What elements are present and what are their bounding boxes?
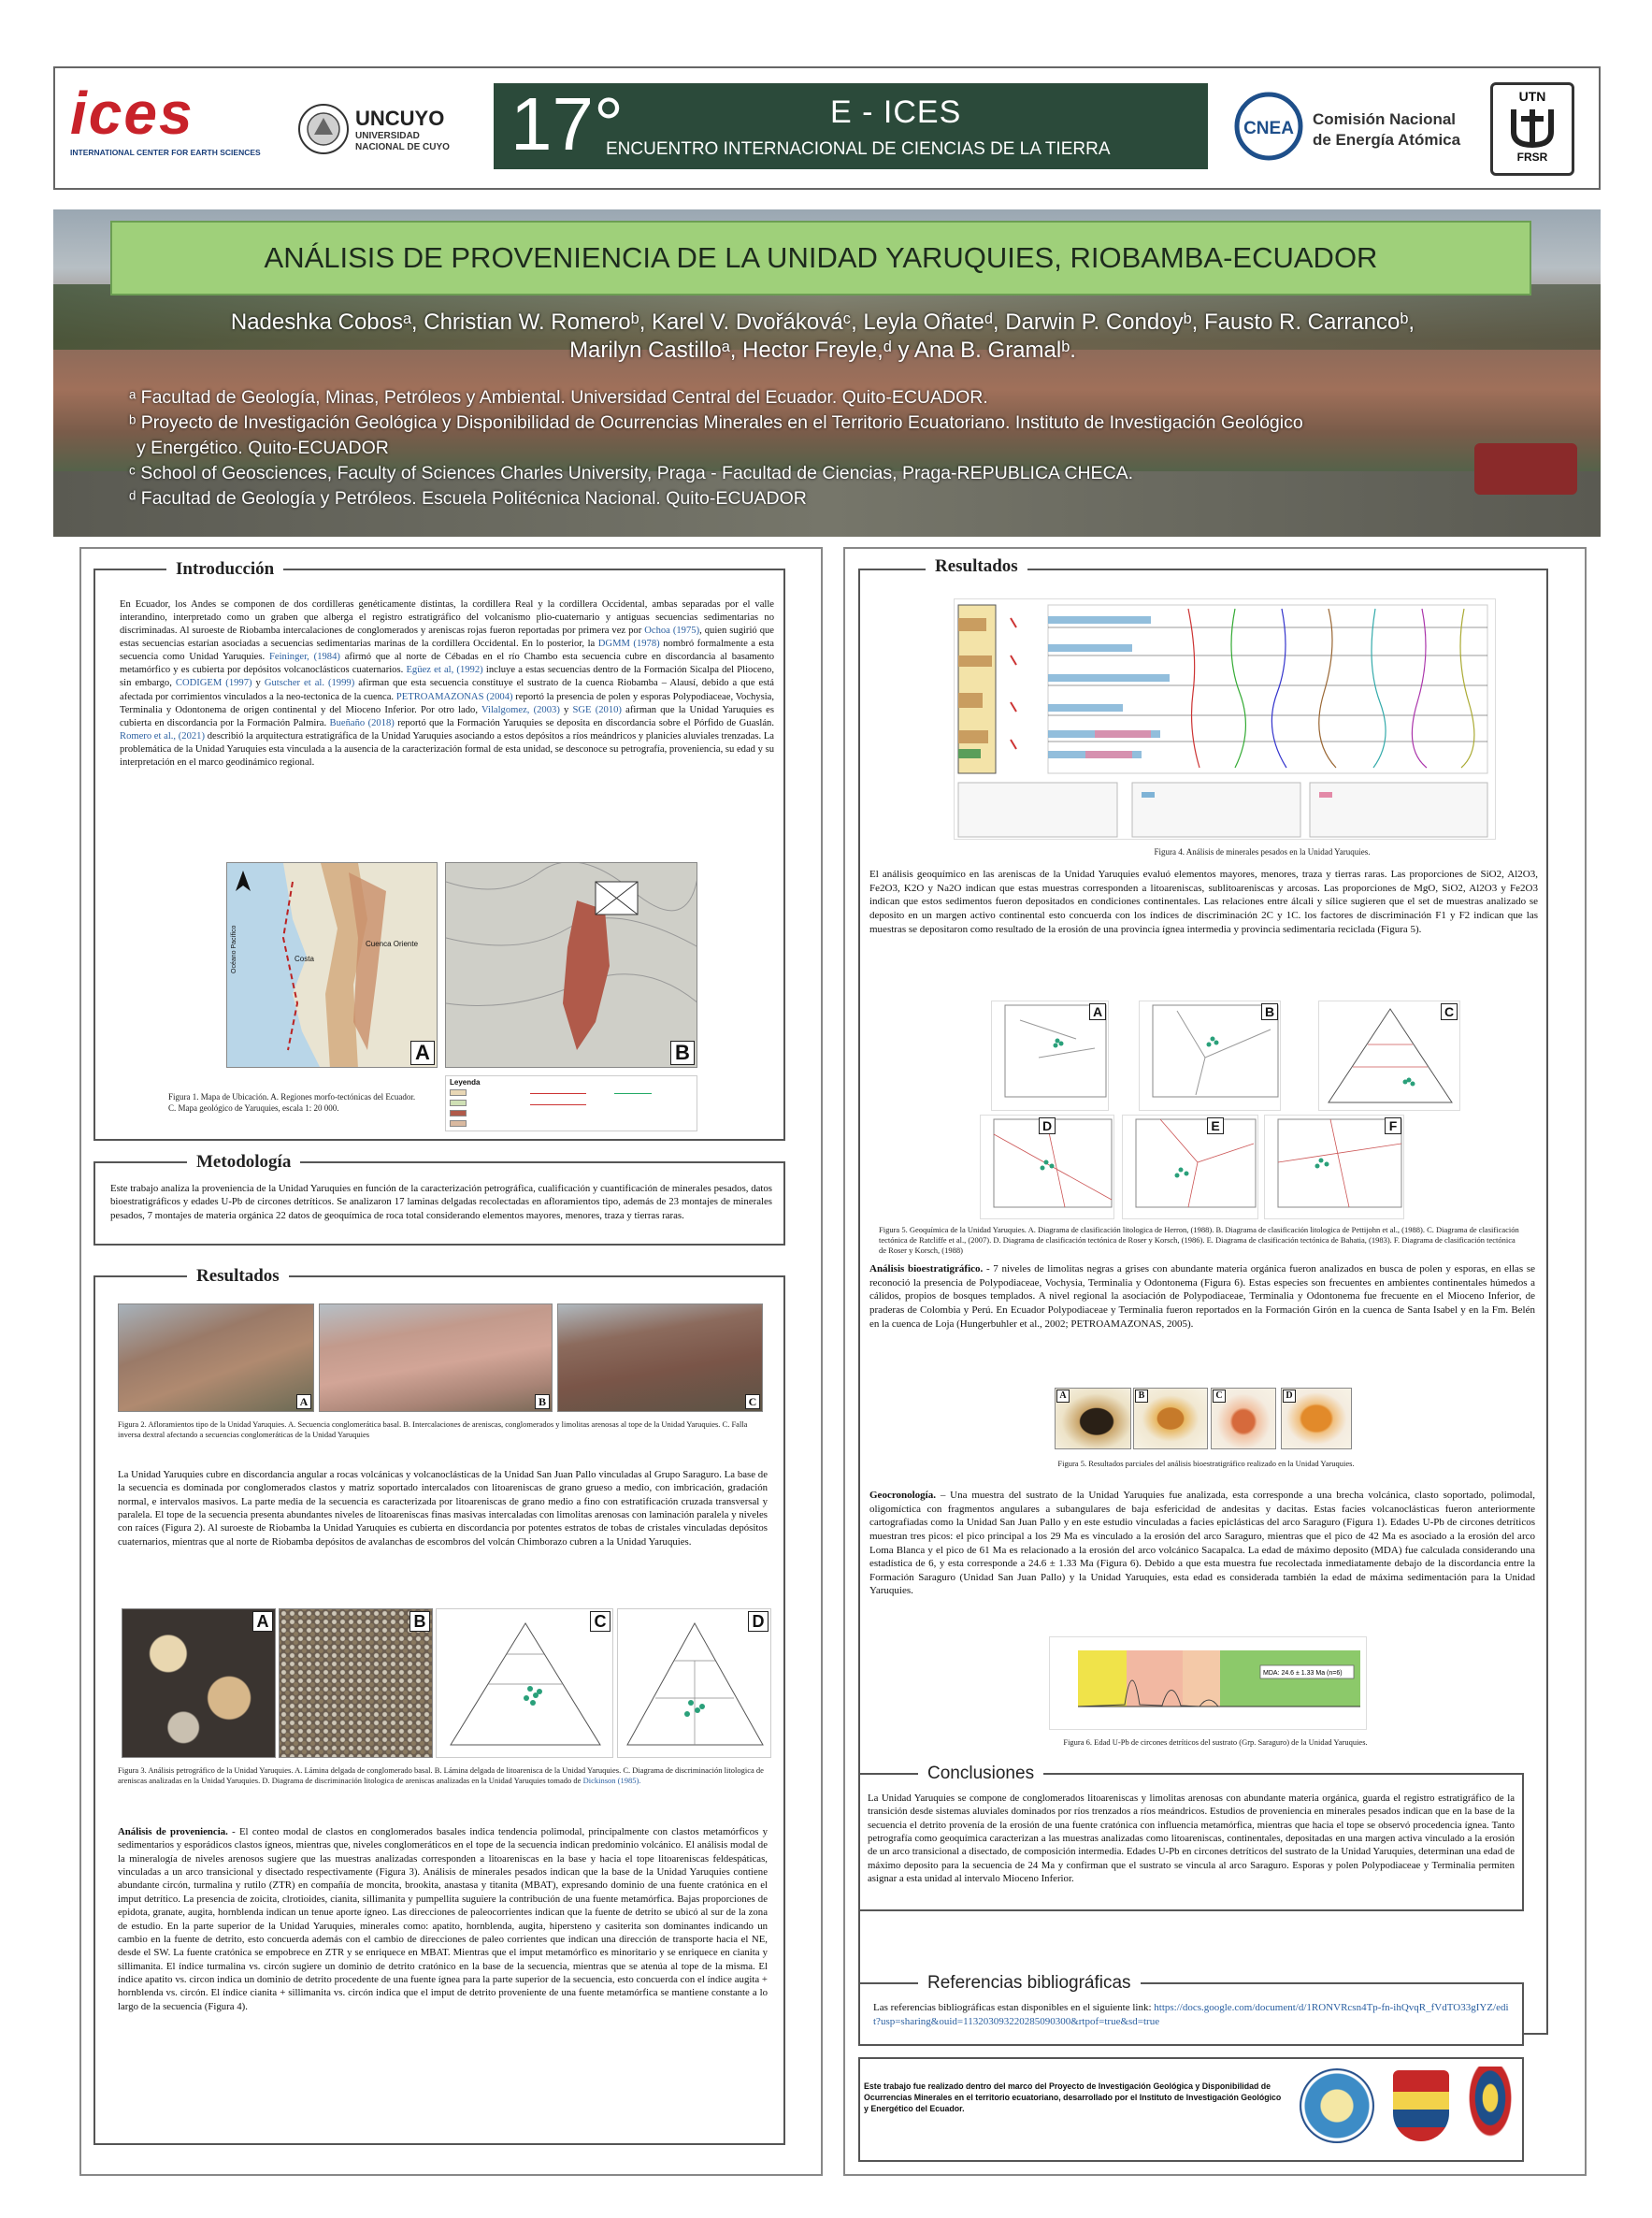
ices-logo-text: ices (70, 79, 194, 147)
pollen-image-c (1211, 1388, 1276, 1449)
figure-5-panel-b (1139, 1001, 1281, 1111)
ices-logo-subtitle: INTERNATIONAL CENTER FOR EARTH SCIENCES (70, 148, 261, 157)
authors-line-1: Nadeshka Cobosᵃ, Christian W. Romeroᵇ, Karel V. Dvořákováᶜ, Leyla Oñateᵈ, Darwin P. Condoyᵇ, Fausto R. Carrancoᵇ, (230, 310, 1415, 335)
utn-bottom-text: FRSR (1516, 151, 1548, 164)
pollen-a-label: A (1056, 1390, 1070, 1403)
event-banner (494, 83, 1208, 169)
ref-petroamazonas[interactable]: PETROAMAZONAS (2004) (395, 691, 513, 702)
pollen-image-b (1133, 1388, 1208, 1449)
ref-gutscher[interactable]: Gutscher et al. (1999) (264, 678, 355, 689)
map-a-costa-label: Costa (294, 955, 314, 963)
authors (93, 309, 1552, 365)
footer-seal-3 (1464, 2067, 1516, 2145)
ternary-d-label: D (748, 1611, 769, 1632)
thin-section-a-label: A (252, 1611, 273, 1632)
mineral-plot-area (1048, 605, 1487, 773)
geochemistry-text: El análisis geoquímico en las areniscas de la Unidad Yaruquies evaluó elementos mayores, menores, traza y tierras raras. Las proporciones de SiO2, Al2O3, Fe2O3, K2O y Na2O indican que estas muestras corresponden a litoareniscas, sublitoareniscas y arcosas. Las proporciones de MgO, SiO2, Al2O3 y Fe2O3 indican que estos sedimentos fueron depositados en condiciones continentales. Las relaciones entre álcali y sílice sugieren que el set de muestras analizado se deposito en un margen activo continental esto concuerda con los índices de discriminación 2C y 1C. los factores de discriminación F1 y F2 indican que las muestras se depositaron como resultado de la erosión de una provincia ígnea intermedia y provincia sedimentaria reciclada (Figura 5). (869, 869, 1538, 935)
figure-4-caption: Figura 4. Análisis de minerales pesados en la Unidad Yaruquies. (1154, 847, 1371, 857)
photo-c-label: C (745, 1394, 760, 1409)
cnea-name-2: de Energía Atómica (1313, 131, 1461, 149)
figure-5-panel-d (980, 1115, 1114, 1219)
map-b-label: B (670, 1041, 695, 1065)
resultados-left-heading: Resultados (187, 1266, 289, 1287)
ref-ochoa[interactable]: Ochoa (1975) (644, 626, 700, 637)
pollen-c-label: C (1213, 1390, 1226, 1403)
figure-6-age-plot (1049, 1636, 1367, 1730)
pollen-image-a (1055, 1388, 1131, 1449)
event-subtitle: ENCUENTRO INTERNACIONAL DE CIENCIAS DE LA TIERRA (606, 139, 1111, 159)
svg-text:CNEA: CNEA (1243, 119, 1294, 138)
panel-d-label: D (1039, 1117, 1056, 1134)
uncuyo-emblem-icon (297, 103, 350, 155)
figure-1-caption: Figura 1. Mapa de Ubicación. A. Regiones morfo-tectónicas del Ecuador. C. Mapa geológico de Yaruquies, escala 1: 20 000. (168, 1092, 416, 1113)
figure-4-legend (958, 783, 1487, 837)
footer-seal-1 (1300, 2068, 1374, 2143)
figure-1-map-a (226, 862, 438, 1068)
provenance-title: Análisis de proveniencia. (118, 1826, 228, 1837)
panel-f-label: F (1385, 1117, 1401, 1134)
event-edition: 17° (510, 82, 624, 166)
footer-seal-2 (1393, 2070, 1449, 2141)
intro-p2: , quien sugirió que estas secuencias estarían asociadas a secuencias sedimentarias marinas de la cordillera Occidental. En lo posterior, la (120, 626, 774, 650)
figure-4-heavy-minerals (954, 598, 1496, 840)
ref-sge[interactable]: SGE (2010) (572, 704, 622, 715)
figure-3-caption-text: Figura 3. Análisis petrográfico de la Unidad Yaruquies. A. Lámina delgada de conglomerado basal. B. Lámina delgada de litoarenisca de la Unidad Yaruquies. C. Diagrama de discriminación litologica de areniscas analizadas en la Unidad Yaruquies. D. Diagrama de discriminación litologica de areniscas analizadas en la Unidad Yaruquies tomado de (118, 1765, 764, 1786)
ref-buenano[interactable]: Bueñaño (2018) (329, 717, 395, 728)
north-arrow-icon (235, 871, 251, 893)
cnea-emblem-icon (1234, 92, 1303, 161)
figure-1-map-b (445, 862, 697, 1068)
intro-p8: reportó la presencia de polen y esporas Polypodiaceae, Vochysia, Terminalia y Odontonema de origen continental y del Mioceno Inferior. Por otro lado, (120, 691, 774, 715)
utn-top-text: UTN (1518, 89, 1546, 104)
referencias-link[interactable]: https://docs.google.com/document/d/1RONVRcsn4Tp-fn-ihQvqR_fVdTO33gIYZ/edit?usp=sharing&ouid=113203093220285090300&rtpof=true&sd=true (873, 2002, 1509, 2027)
utn-emblem-icon (1493, 104, 1572, 151)
photo-a-label: A (296, 1394, 311, 1409)
figure-5-panel-c (1318, 1001, 1460, 1111)
provenance-text: - El conteo modal de clastos en conglomerados basales indica tendencia polimodal, principalmente con clastos metamórficos y sedimentarios y esporádicos clastos ígneos, mientras que, niveles conglomeráticos en el tope de la secuencia indican predominio volcánico. El análisis modal de la mineralogía de niveles arenosos sugiere que las muestras analizadas corresponden a litoareniscas en la base y hacia el tope litoareniscas feldespáticas, vinculadas a un arco transicional y disectado respectivamente (Figura 3). Análisis de minerales pesados indican que la base de la Unidad Yaruquies contiene abundante circón, turmalina y rutilo (ZTR) en compañía de moncita, brookita, anastasa y titanita (MBAT), expresando dominio de una fuente cratónica en el imput detrítico. La presencia de zoicita, clrotioides, cianita, sillimanita y pumpellita suguiere la contribución de una fuente metamórfica. Bajas proporciones de epidota, granate, augita, hornblenda indican un tenue aporte ígneo. Las direcciones de paleocorrientes indican que la fuente de detrito se ubicó al sur de la zona de estudio. En la parte superior de la Unidad Yaruquies, minerales como: apatito, hornblenda, augita, hipersteno y casiterita son dominantes indicando un cambio en la fuente de detrito, esto concuerda además con el cambio de direcciones de paleo corrientes que indican una dirección de transporte hacia el NE, desde el SW. La fuente cratónica se empobrece en ZTR y se enriquece en MBAT. Mientras que el imput metamórfico es minoritario y se enriquece en cianita y sillimanita. El índice turmalina vs. circón sugiere un dominio de detrito cratónico en la base de la secuencia, mientras que se atenúa al tope de la misma. El índice apatito vs. circon indica un dominio de detrito procedente de una fuente ígnea para la parte superior de la secuencia, esto concuerda con el índice augita + hornblenda vs. circón. El índice cianita + sillimanita vs. circón indica que el imput de detrito proveniente de una fuente metamórfica se mantiene constante a lo largo de la secuencia (Figura 4). (118, 1826, 768, 2012)
affiliation-c: ᶜ School of Geosciences, Faculty of Sciences Charles University, Praga - Facultad de Ciencias, Praga-REPUBLICA CHECA. (129, 463, 1134, 483)
intro-p4: afirmó que al norte de Cébadas en el río Chambo esta secuencia cubre en discordancia al basamento metamórfico y es cubierta por depósitos volcanoclásticos cuaternarios. (120, 652, 775, 676)
svg-text:MDA: 24.6 ± 1.33 Ma (n=6): MDA: 24.6 ± 1.33 Ma (n=6) (1263, 1670, 1343, 1677)
ref-codigem[interactable]: CODIGEM (1997) (175, 678, 252, 689)
pollen-image-d (1281, 1388, 1352, 1449)
figure-6-caption: Figura 6. Edad U-Pb de circones detríticos del sustrato (Grp. Saraguro) de la Unidad Yaruquies. (1063, 1737, 1368, 1747)
map-a-label: A (410, 1041, 435, 1065)
utn-logo (1490, 82, 1574, 176)
figure-5b-caption: Figura 5. Resultados parciales del análisis bioestratigráfico realizado en la Unidad Yaruquies. (1057, 1459, 1355, 1468)
uncuyo-name: UNCUYO (355, 107, 445, 130)
map-a-ocean-label: Océano Pacífico (231, 925, 237, 973)
intro-p1: En Ecuador, los Andes se componen de dos cordilleras genéticamente distintas, la cordillera Real y la cordillera Occidental, ambas separadas por el valle interandino, interpretado como un graben que alberga el registro estratigráfico del volcanismo plio-cuaternario y antiguas secuencias sedimentarias no discriminadas. Al suroeste de Riobamba intercalaciones de conglomerados y areniscas rojas fueron reportadas por primera vez por (120, 599, 774, 637)
legend-title: Leyenda (450, 1078, 481, 1087)
figure-3-thin-section-b (279, 1608, 433, 1758)
metodologia-text: Este trabajo analiza la proveniencia de la Unidad Yaruquies en función de la caracterización petrográfica, cualificación y cuantificación de minerales pesados, datos bioestratigráficos y edades U-Pb de circones detríticos. Se analizaron 17 laminas delgadas recolectadas en afloramientos tipo, además de 23 montajes de minerales pesados, 7 montajes de materia orgánica 22 datos de geoquímica de roca total considerando elementos mayores, menores, traza y tierras raras. (110, 1183, 772, 1221)
outcrop-description: La Unidad Yaruquies cubre en discordancia angular a rocas volcánicas y volcanoclásticas de la Unidad San Juan Pallo vinculadas al Grupo Saraguro. La base de la secuencia es dominada por conglomerados clastos y matriz soportado intercalados con litoareniscas de grano grueso a medio, con imbricación, gradación normal, e intervalos masivos. La parte media de la secuencia es caracterizada por litoareniscas de grano medio a fino con estratificación cruzada transversal y paralela. El tope de la secuencia presenta abundantes niveles de litoareniscas finas masivas intercaladas con limolitas arenosas con laminación paralela y niveles con raíces (Figura 2). Al suroeste de Riobamba la Unidad Yaruquies es cubierta en discordancia por potentes estratos de tobas de cristales vinculadas depósitos cuaternarios, mientras que al norte de Riobamba depósitos de avalanchas de escombros del volcán Chimborazo cubren a la Unidad Yaruquies. (118, 1469, 768, 1548)
conclusiones-heading: Conclusiones (918, 1764, 1043, 1784)
referencias-heading: Referencias bibliográficas (918, 1973, 1141, 1994)
ternary-c-graphic (437, 1609, 613, 1758)
intro-p12: describió la arquitectura estratigráfica de la Unidad Yaruquies asociando a estos depósitos a ríos meándricos y planicies aluviales trenzadas. La problemática de la Unidad Yaruquies esta vinculada a la ausencia de la caracterización formal de esta unidad, se desconoce su petrografía, proveniencia, su edad y su interpretación en el marco geodinámico regional. (120, 730, 775, 768)
map-a-oriente-label: Cuenca Oriente (366, 940, 419, 948)
figure-3-ternary-c (436, 1608, 613, 1758)
figure-5-caption: Figura 5. Geoquímica de la Unidad Yaruquies. A. Diagrama de clasificación litologica de Herron, (1988). B. Diagrama de clasificación litologica de Pettijohn et al., (1988). C. Diagrama de clasificación tectónica de Ratcliffe et al., (2007). D. Diagrama de clasificación tectónica de Roser y Korsch, (1986). E. Diagrama de clasificación tectónica de Bahatia, (1983). F. Diagrama de clasificación tectónica de Roser y Korsch, (1988) (879, 1225, 1519, 1256)
referencias-text (873, 2001, 1513, 2028)
thin-section-b-label: B (409, 1611, 430, 1632)
ref-dickinson[interactable]: Dickinson (1985). (582, 1776, 641, 1786)
affiliation-b2: y Energético. Quito-ECUADOR (136, 438, 389, 458)
figure-3-thin-section-a (122, 1608, 276, 1758)
affiliation-d: ᵈ Facultad de Geología y Petróleos. Escuela Politécnica Nacional. Quito-ECUADOR (129, 488, 807, 509)
cnea-name-1: Comisión Nacional (1313, 110, 1457, 128)
intro-text (120, 598, 774, 770)
affiliation-a: ᵃ Facultad de Geología, Minas, Petróleos y Ambiental. Universidad Central del Ecuador. Quito-ECUADOR. (129, 387, 988, 408)
intro-p9: y (559, 704, 573, 715)
biostratigraphy-title: Análisis bioestratigráfico. (869, 1263, 984, 1275)
resultados-right-heading: Resultados (926, 556, 1027, 577)
figure-2-photo-c (557, 1303, 763, 1412)
pollen-b-label: B (1135, 1390, 1148, 1403)
panel-c-label: C (1441, 1003, 1458, 1020)
ices-logo (70, 79, 280, 176)
provenance-analysis (118, 1825, 768, 2013)
pollen-d-label: D (1283, 1390, 1296, 1403)
authors-line-2: Marilyn Castilloᵃ, Hector Freyle,ᵈ y Ana B. Gramalᵇ. (569, 338, 1076, 363)
footer-text: Este trabajo fue realizado dentro del marco del Proyecto de Investigación Geológica y Disponibilidad de Ocurrencias Minerales en el territorio ecuatoriano, desarrollado por el Instituto de Investigación Geológico y Energético del Ecuador. (864, 2081, 1282, 2113)
ternary-c-label: C (590, 1611, 611, 1632)
map-a-graphic (227, 863, 438, 1068)
poster-title: ANÁLISIS DE PROVENIENCIA DE LA UNIDAD YARUQUIES, RIOBAMBA-ECUADOR (264, 241, 1378, 274)
figure-5-panel-f (1264, 1115, 1404, 1219)
ref-dgmm[interactable]: DGMM (1978) (597, 639, 660, 650)
intro-heading: Introducción (166, 559, 283, 580)
figure-4-graphic (955, 599, 1496, 840)
ref-vilalgomez[interactable]: Vilalgomez, (2003) (481, 704, 560, 715)
affiliation-b1: ᵇ Proyecto de Investigación Geológica y Disponibilidad de Ocurrencias Minerales en el Territorio Ecuatoriano. Instituto de Investigación Geológico (129, 412, 1303, 433)
figure-3-caption (118, 1765, 768, 1786)
intro-p11: reportó que la Formación Yaruquies se deposita en discordancia sobre el Pórfido de Guaslán. (394, 717, 774, 728)
photo-b-label: B (535, 1394, 550, 1409)
referencias-intro: Las referencias bibliográficas estan disponibles en el siguiente link: (873, 2002, 1155, 2013)
cnea-logo (1234, 92, 1477, 166)
intro-p3: nombró formalmente a esta secuencia como Unidad Yaruquies. (120, 639, 774, 663)
figure-2-photo-a (118, 1303, 314, 1412)
panel-e-label: E (1207, 1117, 1224, 1134)
uncuyo-logo (297, 101, 466, 157)
intro-p7: afirman que esta secuencia constituye el sustrato de la cuenca Riobamba – Alausí, debido a que está afectada por corrimientos vinculados a la neo-tectonica de la cuenca. (120, 678, 774, 702)
panel-b-label: B (1261, 1003, 1278, 1020)
panel-a-label: A (1089, 1003, 1106, 1020)
intro-p10: afirman que la Unidad Yaruquies es cubierta en discordancia por la Formación Palmira. (120, 704, 774, 728)
event-title: E - ICES (830, 94, 962, 130)
figure-3-ternary-d (617, 1608, 771, 1758)
intro-p5: incluye a estas secuencias dentro de la Formación Sicalpa del Plioceno, sin embargo, (120, 665, 774, 689)
geochronology-text: – Una muestra del sustrato de la Unidad Yaruquies fue analizada, esta corresponde a una brecha volcánica, clasto soportado, polimodal, oligomíctica con fragmentos angulares a subangulares de baja esfericidad de andesitas y dacitas. Estas facies volcanoclásticas fueron anteriormente cartografiadas como la Unidad San Juan Pallo y en este estudio vinculadas a facies epiclásticas del arco Saraguro (Figura 1). Edades U-Pb de circones detríticos muestran tres picos: el pico principal a los 29 Ma es vinculado a la erosión del arco Saraguro, mientras que el pico de 42 Ma es asociado a la erosión del arco Loma Blanca y el pico de 61 Ma es relacionado a la erosión del arco volcánico Sacapalca. La edad de máximo deposito (MDA) fue calculada considerando una estadística de 6, y esta corresponde a 24.6 ± 1.33 Ma (Figura 6). Debido a que esta muestra fue recolectada inmediatamente debajo de la discordancia entre la Formación Saraguro (Unidad San Juan Pallo) y la Unidad Yaruquies, esta edad es considerada también la edad de máxima sedimentación para la Unidad Yaruquies. (869, 1490, 1535, 1597)
geochronology-title: Geocronología. (869, 1490, 936, 1501)
stratigraphic-column (958, 605, 996, 773)
ref-eguez[interactable]: Egüez et al, (1992) (406, 665, 483, 676)
conclusiones-text: La Unidad Yaruquies se compone de conglomerados litoareniscas y limolitas arenosas con abundante materia orgánica, guarda el registro estratigráfico de la transición desde sistemas aluviales dominados por ríos trenzados a ríos meándricos. Estudios de proveniencia en minerales pesados indican que en la base de la secuencia el detrito provenía de la erosión de una fuente cratónica con influencia metamórfica, mientras que hacia el tope se observó procedencia ígnea. Tanto petrografía como geoquímica caracterizan a las muestras analizadas como litoareniscas, continentales, depositadas en una margen activa vinculado a la erosión de un arco transicional a disectado, de composición intermedia. Edades U-Pb en circones detríticos del sustrato de la Unidad Yaruquies, determinan una edad de máximo deposito para la secuencia de 24 Ma y confirman que el sustrato se vincula al arco Saraguro. Esporas y polen Polypodiaceae y Terminalia permiten asignar a esta unidad al intervalo Mioceno Inferior. (868, 1793, 1515, 1885)
metodologia-heading: Metodología (187, 1152, 300, 1173)
geochronology (869, 1489, 1535, 1598)
uncuyo-sub1: UNIVERSIDAD (355, 131, 420, 141)
figure-5-panel-a (991, 1001, 1109, 1111)
figure-5-panel-e (1122, 1115, 1258, 1219)
ref-feininger[interactable]: Feininger, (1984) (269, 652, 340, 663)
biostratigraphy-text: - 7 niveles de limolitas negras a grises con abundante materia orgánica fueron analizados en busca de polen y esporas, en ellas se reconoció la presencia de Polypodiaceae, Vochysia, Terminalia y Odontonema (Figura 6). Estas especies son frecuentes en ambientes continentales húmedos a cálidos, propios de bosques templados. A nivel regional la asociación de Polypodiaceae, Terminalia y Odontonema fue frecuente en el Mioceno Inferior, de praderas de Colombia y Perú. En Ecuador Polypodiaceae y Terminalia fueron reportados en la Formación Girón en la cuenca de Santa Isabel y en la Fm. Belén en la cuenca de Loja (Hungerbuhler et al., 2002; PETROAMAZONAS, 2005). (869, 1263, 1535, 1330)
figure-2-photo-b (319, 1303, 553, 1412)
ref-romero[interactable]: Romero et al., (2021) (120, 730, 206, 742)
figure-2-caption: Figura 2. Afloramientos tipo de la Unidad Yaruquies. A. Secuencia conglomerática basal. B. Intercalaciones de areniscas, conglomerados y limolitas arenosas al tope de la Unidad Yaruquies. C. Falla inversa dextral afectando a secuencias conglomeráticas de la Unidad Yaruquies (118, 1419, 748, 1440)
intro-p6: y (251, 678, 265, 689)
map-b-graphic (446, 863, 697, 1068)
biostratigraphy-analysis (869, 1262, 1535, 1331)
uncuyo-sub2: NACIONAL DE CUYO (355, 142, 450, 152)
figure-1-legend (445, 1075, 697, 1131)
figure-6-graphic (1050, 1637, 1367, 1730)
title-bar (110, 221, 1531, 295)
affiliations (129, 385, 1569, 511)
